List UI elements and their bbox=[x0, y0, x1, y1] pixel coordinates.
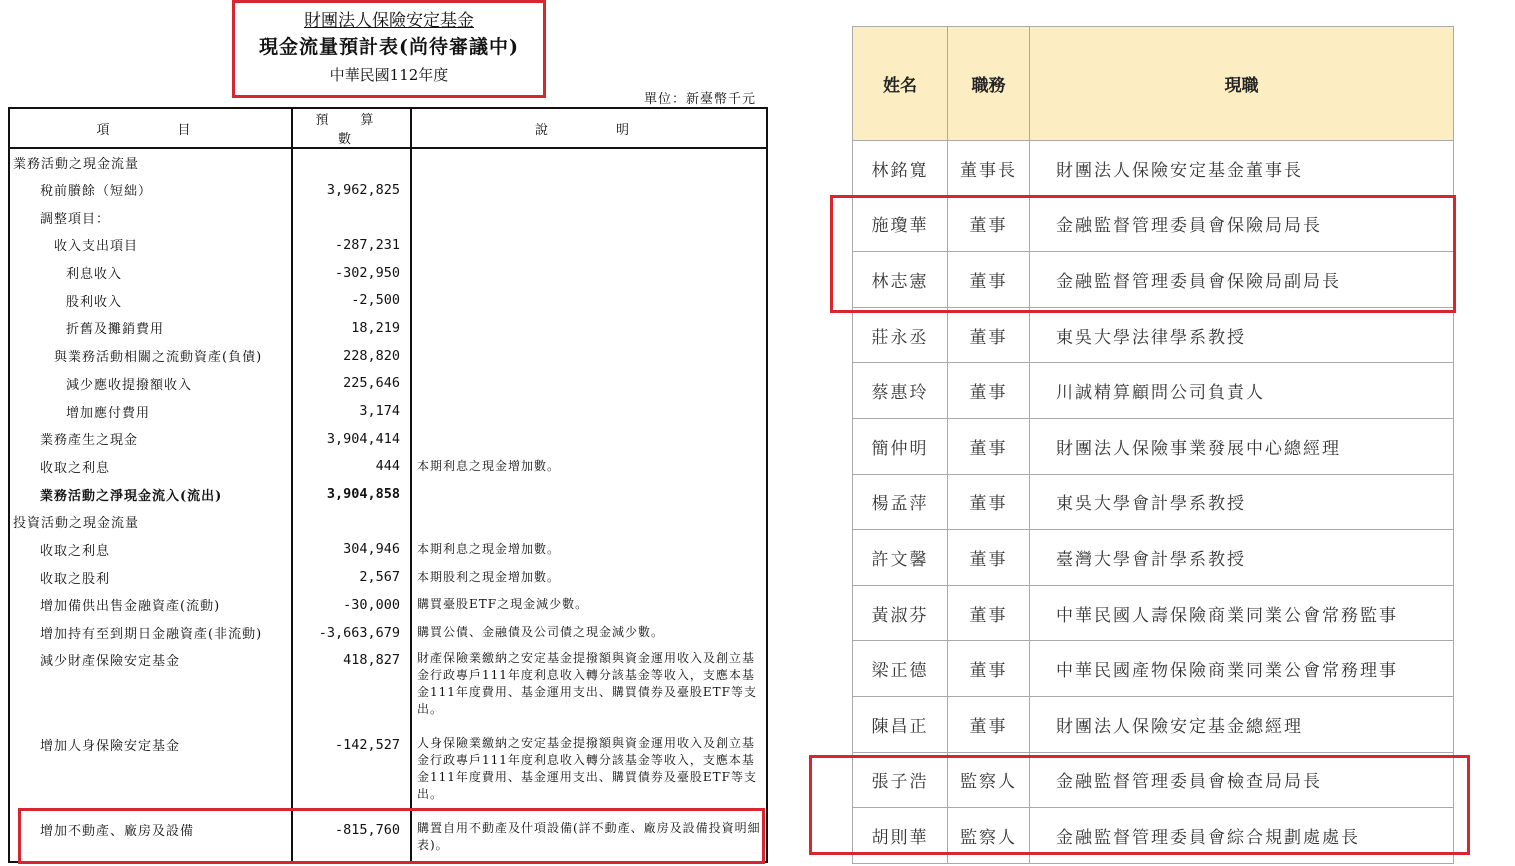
org-name: 財團法人保險安定基金 bbox=[304, 11, 474, 31]
row-item: 業務活動之現金流量 bbox=[13, 156, 140, 172]
row-amount bbox=[292, 148, 411, 176]
director-job: 東吳大學會計學系教授 bbox=[1030, 474, 1454, 530]
director-position: 董事 bbox=[948, 252, 1030, 308]
director-job: 金融監督管理委員會檢查局局長 bbox=[1030, 752, 1454, 808]
director-job: 金融監督管理委員會綜合規劃處處長 bbox=[1030, 808, 1454, 864]
col-header-position: 職務 bbox=[948, 27, 1030, 141]
director-name: 林銘寬 bbox=[853, 141, 948, 197]
unit-label: 單位：新臺幣千元 bbox=[643, 92, 756, 107]
table-row bbox=[9, 646, 767, 731]
table-row bbox=[9, 314, 767, 342]
director-name: 施瓊華 bbox=[853, 196, 948, 252]
row-amount: 3,174 bbox=[292, 397, 411, 425]
directors-panel bbox=[780, 0, 1515, 866]
table-row bbox=[9, 286, 767, 314]
table-row bbox=[9, 203, 767, 231]
row-note bbox=[411, 314, 767, 342]
row-note bbox=[411, 286, 767, 314]
row-amount: -3,663,679 bbox=[292, 619, 411, 647]
table-row bbox=[9, 508, 767, 536]
director-job: 中華民國產物保險商業同業公會常務理事 bbox=[1030, 641, 1454, 697]
row-amount: -287,231 bbox=[292, 231, 411, 259]
row-note bbox=[411, 370, 767, 398]
row-item: 業務活動之淨現金流入(流出) bbox=[40, 488, 223, 504]
row-item: 稅前賸餘（短絀） bbox=[40, 184, 153, 200]
director-job: 財團法人保險安定基金董事長 bbox=[1030, 141, 1454, 197]
table-row bbox=[9, 536, 767, 564]
table-row bbox=[853, 363, 1454, 419]
row-amount: 225,646 bbox=[292, 370, 411, 398]
director-name: 蔡惠玲 bbox=[853, 363, 948, 419]
director-name: 簡仲明 bbox=[853, 418, 948, 474]
table-row bbox=[9, 563, 767, 591]
row-item: 折舊及攤銷費用 bbox=[66, 322, 165, 338]
table-row bbox=[853, 752, 1454, 808]
table-row bbox=[9, 370, 767, 398]
director-job: 中華民國人壽保險商業同業公會常務監事 bbox=[1030, 585, 1454, 641]
row-note: 財產保險業繳納之安定基金提撥額與資金運用收入及創立基金行政專戶111年度利息收入轉分該基金等收入，支應本基金111年度費用、基金運用支出、購買債券及臺股ETF等支出。 bbox=[411, 646, 767, 731]
table-row bbox=[9, 591, 767, 619]
table-row bbox=[853, 585, 1454, 641]
row-item: 調整項目： bbox=[40, 211, 111, 227]
table-row bbox=[9, 453, 767, 481]
director-job: 金融監督管理委員會保險局局長 bbox=[1030, 196, 1454, 252]
sheet-title: 現金流量預計表(尚待審議中) bbox=[259, 36, 519, 58]
row-amount: 3,904,858 bbox=[292, 480, 411, 508]
director-name: 梁正德 bbox=[853, 641, 948, 697]
director-job: 財團法人保險事業發展中心總經理 bbox=[1030, 418, 1454, 474]
row-item: 收取之利息 bbox=[40, 460, 111, 476]
table-row bbox=[9, 231, 767, 259]
director-name: 林志憲 bbox=[853, 252, 948, 308]
director-position: 監察人 bbox=[948, 808, 1030, 864]
row-note bbox=[411, 425, 767, 453]
table-row bbox=[9, 425, 767, 453]
row-amount: -302,950 bbox=[292, 259, 411, 287]
table-row bbox=[853, 141, 1454, 197]
row-item: 業務產生之現金 bbox=[40, 433, 139, 449]
row-item: 增加持有至到期日金融資產(非流動) bbox=[40, 627, 263, 643]
director-job: 財團法人保險安定基金總經理 bbox=[1030, 696, 1454, 752]
row-item: 收取之股利 bbox=[40, 571, 111, 587]
fiscal-year: 中華民國112年度 bbox=[329, 66, 449, 84]
row-note bbox=[411, 231, 767, 259]
table-row bbox=[9, 816, 767, 862]
row-item: 增加不動產、廠房及設備 bbox=[9, 816, 292, 862]
table-row bbox=[9, 148, 767, 176]
table-row bbox=[853, 307, 1454, 363]
row-item: 增加應付費用 bbox=[66, 405, 151, 421]
director-job: 東吳大學法律學系教授 bbox=[1030, 307, 1454, 363]
director-position: 董事 bbox=[948, 474, 1030, 530]
row-note bbox=[411, 203, 767, 231]
row-item: 與業務活動相關之流動資產(負債) bbox=[54, 350, 263, 366]
table-row bbox=[853, 530, 1454, 586]
row-item: 收入支出項目 bbox=[54, 239, 139, 255]
row-item: 增加人身保險安定基金 bbox=[40, 739, 181, 755]
row-amount: 228,820 bbox=[292, 342, 411, 370]
director-position: 董事長 bbox=[948, 141, 1030, 197]
row-item: 利息收入 bbox=[66, 267, 123, 283]
table-header-row bbox=[9, 108, 767, 148]
col-header-name: 姓名 bbox=[853, 27, 948, 141]
row-note bbox=[411, 397, 767, 425]
director-position: 董事 bbox=[948, 196, 1030, 252]
row-note: 本期利息之現金增加數。 bbox=[411, 453, 767, 481]
col-header-job: 現職 bbox=[1030, 27, 1454, 141]
row-amount bbox=[292, 203, 411, 231]
row-note bbox=[411, 342, 767, 370]
director-position: 董事 bbox=[948, 363, 1030, 419]
col-header-note: 說 明 bbox=[411, 108, 767, 148]
row-amount bbox=[292, 508, 411, 536]
row-item: 收取之利息 bbox=[40, 543, 111, 559]
row-note: 購置自用不動產及什項設備(詳不動產、廠房及設備投資明細表)。 bbox=[411, 816, 767, 862]
table-row bbox=[853, 474, 1454, 530]
row-note bbox=[411, 259, 767, 287]
director-name: 許文馨 bbox=[853, 530, 948, 586]
row-amount: 304,946 bbox=[292, 536, 411, 564]
director-position: 董事 bbox=[948, 307, 1030, 363]
director-position: 董事 bbox=[948, 641, 1030, 697]
row-note bbox=[411, 148, 767, 176]
director-name: 胡則華 bbox=[853, 808, 948, 864]
director-position: 董事 bbox=[948, 530, 1030, 586]
row-amount: 444 bbox=[292, 453, 411, 481]
row-note bbox=[411, 176, 767, 204]
director-position: 董事 bbox=[948, 585, 1030, 641]
table-row bbox=[853, 696, 1454, 752]
director-position: 董事 bbox=[948, 418, 1030, 474]
row-item: 減少財產保險安定基金 bbox=[40, 654, 181, 670]
row-amount: 2,567 bbox=[292, 563, 411, 591]
table-row bbox=[9, 342, 767, 370]
row-note: 購買臺股ETF之現金減少數。 bbox=[411, 591, 767, 619]
directors-table bbox=[852, 26, 1454, 864]
table-row bbox=[853, 641, 1454, 697]
director-name: 陳昌正 bbox=[853, 696, 948, 752]
director-job: 川誠精算顧問公司負責人 bbox=[1030, 363, 1454, 419]
row-amount: -142,527 bbox=[292, 731, 411, 816]
table-row bbox=[853, 808, 1454, 864]
row-note bbox=[411, 480, 767, 508]
table-row bbox=[853, 196, 1454, 252]
table-row bbox=[853, 418, 1454, 474]
row-item: 股利收入 bbox=[66, 294, 123, 310]
col-header-item: 項 目 bbox=[9, 108, 292, 148]
row-note: 購買公債、金融債及公司債之現金減少數。 bbox=[411, 619, 767, 647]
director-job: 臺灣大學會計學系教授 bbox=[1030, 530, 1454, 586]
director-position: 董事 bbox=[948, 696, 1030, 752]
row-item: 增加備供出售金融資產(流動) bbox=[40, 599, 221, 615]
row-note: 本期利息之現金增加數。 bbox=[411, 536, 767, 564]
row-item: 投資活動之現金流量 bbox=[13, 516, 140, 532]
table-row bbox=[9, 259, 767, 287]
table-row bbox=[9, 397, 767, 425]
row-amount: 418,827 bbox=[292, 646, 411, 731]
director-position: 監察人 bbox=[948, 752, 1030, 808]
row-amount: 3,962,825 bbox=[292, 176, 411, 204]
row-amount: 3,904,414 bbox=[292, 425, 411, 453]
cashflow-table bbox=[8, 107, 768, 863]
row-note bbox=[411, 508, 767, 536]
table-row bbox=[9, 619, 767, 647]
director-name: 黃淑芬 bbox=[853, 585, 948, 641]
director-job: 金融監督管理委員會保險局副局長 bbox=[1030, 252, 1454, 308]
row-amount: 18,219 bbox=[292, 314, 411, 342]
row-note: 人身保險業繳納之安定基金提撥額與資金運用收入及創立基金行政專戶111年度利息收入轉分該基金等收入，支應本基金111年度費用、基金運用支出、購買債券及臺股ETF等支出。 bbox=[411, 731, 767, 816]
table-row bbox=[9, 731, 767, 816]
row-amount: -2,500 bbox=[292, 286, 411, 314]
director-name: 楊孟萍 bbox=[853, 474, 948, 530]
table-row bbox=[9, 176, 767, 204]
table-header-row bbox=[853, 27, 1454, 141]
table-row bbox=[9, 480, 767, 508]
row-note: 本期股利之現金增加數。 bbox=[411, 563, 767, 591]
row-item: 減少應收提撥額收入 bbox=[66, 377, 193, 393]
row-amount: -815,760 bbox=[292, 816, 411, 862]
table-row bbox=[853, 252, 1454, 308]
col-header-amount: 預 算 數 bbox=[292, 108, 411, 148]
director-name: 張子浩 bbox=[853, 752, 948, 808]
director-name: 莊永丞 bbox=[853, 307, 948, 363]
row-amount: -30,000 bbox=[292, 591, 411, 619]
